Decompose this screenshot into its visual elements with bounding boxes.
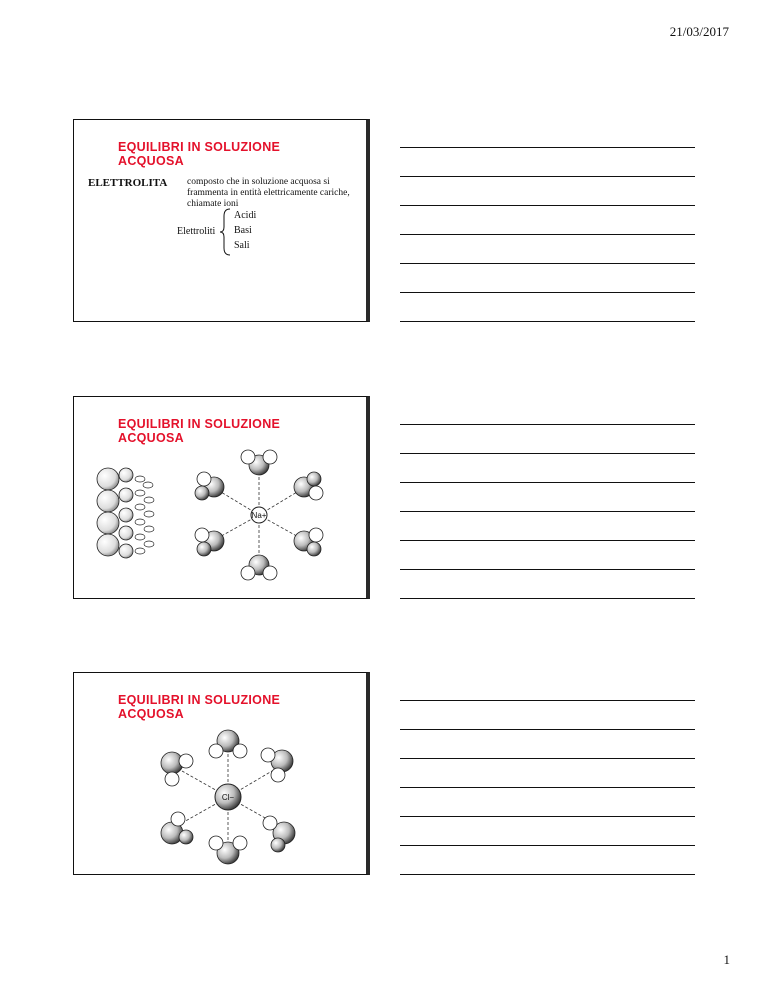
note-line	[400, 816, 695, 817]
note-line	[400, 540, 695, 541]
definition-term: ELETTROLITA	[88, 177, 168, 189]
note-line	[400, 845, 695, 846]
slide-title: EQUILIBRI IN SOLUZIONE ACQUOSA	[118, 140, 281, 168]
slide-title: EQUILIBRI IN SOLUZIONE ACQUOSA	[118, 417, 281, 445]
sodium-hydration-diagram	[174, 443, 344, 588]
note-line	[400, 263, 695, 264]
ion-label: Cl−	[221, 793, 235, 802]
slide-2	[73, 396, 370, 599]
note-line	[400, 321, 695, 322]
note-line	[400, 874, 695, 875]
salt-crystal-illustration	[92, 467, 164, 562]
page-number: 1	[723, 952, 730, 967]
note-line	[400, 729, 695, 730]
definition-text: composto che in soluzione acquosa si frammenta in entità elettricamente cariche, chiamate ioni	[187, 177, 350, 209]
note-line	[400, 176, 695, 177]
type-sali: Sali	[234, 240, 250, 251]
slide-title: EQUILIBRI IN SOLUZIONE ACQUOSA	[118, 693, 281, 721]
note-line	[400, 511, 695, 512]
note-line	[400, 147, 695, 148]
note-line	[400, 292, 695, 293]
electrolyte-types	[234, 208, 256, 253]
note-line	[400, 482, 695, 483]
curly-brace-icon	[220, 208, 232, 256]
chloride-hydration-diagram	[152, 725, 312, 870]
type-acidi: Acidi	[234, 210, 257, 221]
slide-3	[73, 672, 370, 875]
note-line	[400, 598, 695, 599]
type-basi: Basi	[234, 225, 252, 236]
note-line	[400, 234, 695, 235]
ion-label: Na+	[251, 511, 267, 520]
note-line	[400, 424, 695, 425]
electrolytes-label: Elettroliti	[177, 226, 216, 237]
page-date: 21/03/2017	[669, 24, 729, 39]
slide-1	[73, 119, 370, 322]
note-line	[400, 758, 695, 759]
note-line	[400, 787, 695, 788]
note-line	[400, 569, 695, 570]
note-line	[400, 205, 695, 206]
note-line	[400, 453, 695, 454]
note-line	[400, 700, 695, 701]
